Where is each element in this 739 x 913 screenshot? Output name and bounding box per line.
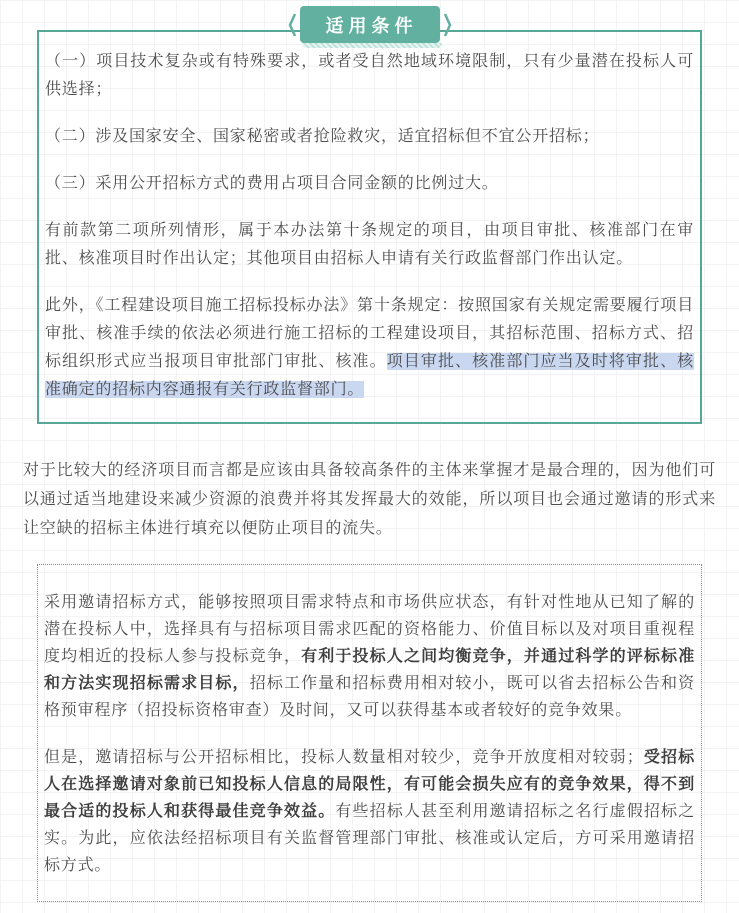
- advantages-pre: 采用邀请招标方式，能够按照项目需求特点和市场供应状态，有针对性地从已知了解的潜在投标人中，选择具有与招标项目需求匹配的资格能力、价值目标以及对项目重视程度均相近的投标人参与投标竞争，: [44, 594, 695, 665]
- advantages-bold: 有利于投标人之间均衡竞争，并通过科学的评标标准和方法实现招标需求目标，: [44, 648, 695, 692]
- article-page: [0, 16, 739, 902]
- analysis-box: [37, 564, 702, 902]
- condition-item-2: （二）涉及国家安全、国家秘密或者抢险救灾，适宜招标但不宜公开招标；: [45, 128, 600, 145]
- determination-paragraph: 有前款第二项所列情形，属于本办法第十条规定的项目，由项目审批、核准部门在审批、核准项目时作出认定；其他项目由招标人申请有关行政监督部门作出认定。: [45, 222, 694, 267]
- disadvantages-bold: 受招标人在选择邀请对象前已知投标人信息的局限性，有可能会损失应有的竞争效果，得不到最合适的投标人和获得最佳竞争效益。: [44, 749, 695, 820]
- regulation-text: 此外，《工程建设项目施工招标投标办法》第十条规定：按照国家有关规定需要履行项目审批、核准手续的依法必须进行施工招标的工程建设项目，其招标范围、招标方式、招标组织形式应当报项目审批部门审批、核准。: [45, 297, 694, 370]
- commentary-section: [23, 456, 716, 543]
- highlighted-text: 项目审批、核准部门应当及时将审批、核准确定的招标内容通报有关行政监督部门。: [45, 353, 694, 398]
- condition-item-1: （一）项目技术复杂或有特殊要求，或者受自然地域环境限制，只有少量潜在投标人可供选择；: [45, 53, 694, 98]
- disadvantages-pre: 但是，邀请招标与公开招标相比，投标人数量相对较少，竞争开放度相对较弱；: [44, 749, 644, 766]
- disadvantages-paragraph: [44, 744, 695, 879]
- section-title-badge: 适用条件: [300, 6, 440, 43]
- commentary-paragraph: 对于比较大的经济项目而言都是应该由具备较高条件的主体来掌握才是最合理的，因为他们可以通过适当地建设来减少资源的浪费并将其发挥最大的效能，所以项目也会通过邀请的形式来让空缺的招标主体进行填充以便防止项目的流失。: [23, 462, 716, 537]
- chevron-left-icon: [288, 12, 297, 38]
- condition-item-3: （三）采用公开招标方式的费用占项目合同金额的比例过大。: [45, 175, 499, 192]
- chevron-right-icon: [443, 12, 452, 38]
- disadvantages-post: 有些招标人甚至利用邀请招标之名行虚假招标之实。为此，应依法经招标项目有关监督管理部门审批、核准或认定后，方可采用邀请招标方式。: [44, 803, 695, 874]
- regulation-paragraph: [45, 292, 694, 404]
- advantages-paragraph: [44, 589, 695, 724]
- advantages-post: 招标工作量和招标费用相对较小，既可以省去招标公告和资格预审程序（招投标资格审查）及时间，又可以获得基本或者较好的竞争效果。: [44, 675, 695, 719]
- legal-conditions-box: [37, 16, 702, 424]
- section-ribbon-wrap: [39, 6, 700, 43]
